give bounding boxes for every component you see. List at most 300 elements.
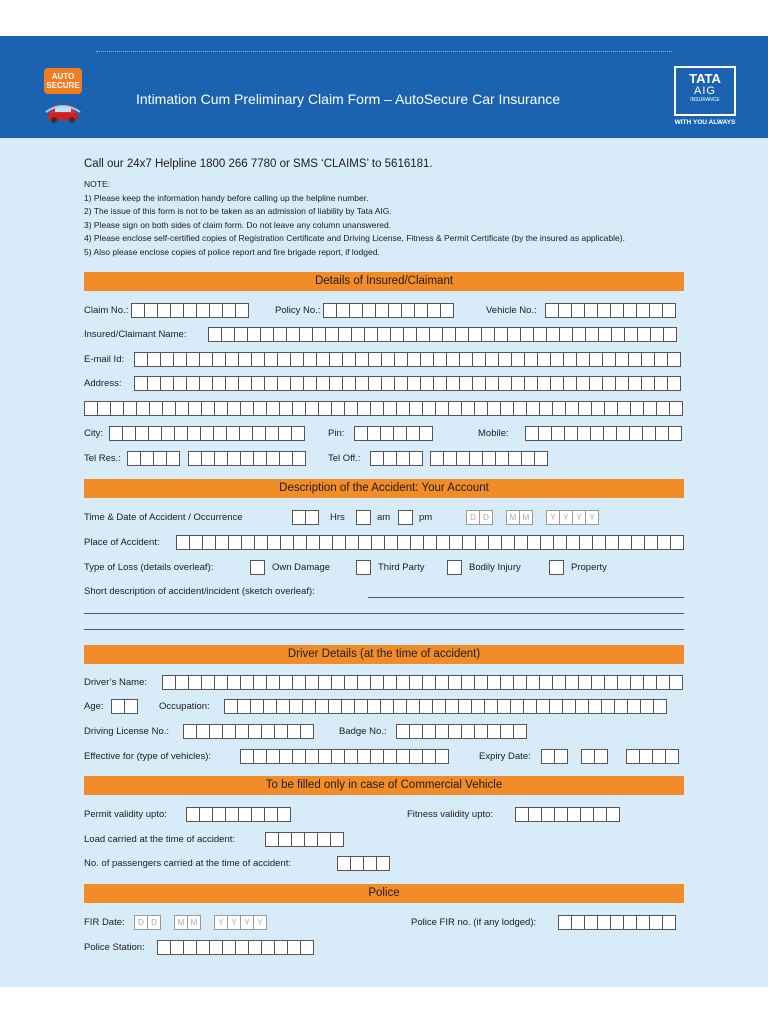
char-box[interactable] bbox=[403, 327, 417, 342]
char-box[interactable] bbox=[591, 401, 605, 416]
char-box[interactable] bbox=[566, 535, 580, 550]
char-box[interactable] bbox=[500, 675, 514, 690]
pin-field[interactable] bbox=[354, 426, 432, 441]
char-box[interactable] bbox=[122, 426, 136, 441]
char-box[interactable] bbox=[656, 401, 670, 416]
char-box[interactable] bbox=[637, 327, 651, 342]
char-box[interactable] bbox=[253, 675, 267, 690]
address-field-line2[interactable] bbox=[84, 401, 682, 416]
char-box[interactable] bbox=[370, 675, 384, 690]
char-box[interactable] bbox=[459, 352, 473, 367]
char-box[interactable] bbox=[323, 303, 337, 318]
char-box[interactable] bbox=[316, 376, 330, 391]
char-box[interactable]: Y bbox=[214, 915, 228, 930]
char-box[interactable] bbox=[202, 535, 216, 550]
char-box[interactable] bbox=[639, 749, 653, 764]
char-box[interactable] bbox=[213, 426, 227, 441]
char-box[interactable] bbox=[394, 352, 408, 367]
char-box[interactable] bbox=[221, 327, 235, 342]
char-box[interactable] bbox=[341, 699, 355, 714]
char-box[interactable] bbox=[455, 327, 469, 342]
char-box[interactable] bbox=[513, 675, 527, 690]
char-box[interactable] bbox=[291, 832, 305, 847]
char-box[interactable] bbox=[540, 535, 554, 550]
char-box[interactable] bbox=[500, 724, 514, 739]
char-box[interactable] bbox=[342, 376, 356, 391]
char-box[interactable] bbox=[458, 699, 472, 714]
char-box[interactable] bbox=[606, 807, 620, 822]
char-box[interactable] bbox=[383, 675, 397, 690]
char-box[interactable] bbox=[589, 352, 603, 367]
char-box[interactable] bbox=[484, 699, 498, 714]
char-box[interactable] bbox=[161, 426, 175, 441]
char-box[interactable] bbox=[199, 807, 213, 822]
accident-year-field[interactable] bbox=[546, 510, 598, 525]
char-box[interactable] bbox=[422, 675, 436, 690]
char-box[interactable] bbox=[409, 401, 423, 416]
char-box[interactable] bbox=[668, 426, 682, 441]
char-box[interactable] bbox=[338, 327, 352, 342]
char-box[interactable] bbox=[630, 675, 644, 690]
char-box[interactable] bbox=[261, 940, 275, 955]
char-box[interactable] bbox=[563, 376, 577, 391]
char-box[interactable] bbox=[541, 749, 555, 764]
short-desc-line-3[interactable] bbox=[84, 629, 684, 630]
char-box[interactable] bbox=[277, 352, 291, 367]
char-box[interactable] bbox=[292, 675, 306, 690]
char-box[interactable] bbox=[209, 940, 223, 955]
char-box[interactable] bbox=[329, 352, 343, 367]
char-box[interactable] bbox=[643, 401, 657, 416]
char-box[interactable] bbox=[432, 699, 446, 714]
bodily-injury-checkbox[interactable] bbox=[447, 560, 462, 575]
char-box[interactable] bbox=[331, 675, 345, 690]
char-box[interactable] bbox=[261, 724, 275, 739]
char-box[interactable] bbox=[528, 807, 542, 822]
char-box[interactable] bbox=[461, 724, 475, 739]
char-box[interactable] bbox=[665, 749, 679, 764]
place-field[interactable] bbox=[176, 535, 683, 550]
char-box[interactable] bbox=[563, 352, 577, 367]
char-box[interactable] bbox=[571, 915, 585, 930]
char-box[interactable] bbox=[393, 699, 407, 714]
char-box[interactable]: Y bbox=[253, 915, 267, 930]
char-box[interactable] bbox=[429, 327, 443, 342]
char-box[interactable] bbox=[628, 352, 642, 367]
tel-res-std-field[interactable] bbox=[127, 451, 179, 466]
char-box[interactable] bbox=[497, 699, 511, 714]
char-box[interactable] bbox=[433, 376, 447, 391]
vehicle-no-field[interactable] bbox=[545, 303, 675, 318]
char-box[interactable]: M bbox=[174, 915, 188, 930]
char-box[interactable] bbox=[318, 749, 332, 764]
char-box[interactable] bbox=[396, 724, 410, 739]
char-box[interactable] bbox=[558, 303, 572, 318]
char-box[interactable] bbox=[406, 426, 420, 441]
char-box[interactable] bbox=[367, 699, 381, 714]
char-box[interactable] bbox=[553, 535, 567, 550]
char-box[interactable] bbox=[363, 856, 377, 871]
char-box[interactable] bbox=[537, 352, 551, 367]
char-box[interactable] bbox=[526, 675, 540, 690]
char-box[interactable] bbox=[446, 352, 460, 367]
char-box[interactable] bbox=[436, 535, 450, 550]
char-box[interactable] bbox=[135, 426, 149, 441]
char-box[interactable] bbox=[662, 303, 676, 318]
char-box[interactable] bbox=[199, 376, 213, 391]
char-box[interactable] bbox=[225, 807, 239, 822]
char-box[interactable] bbox=[576, 352, 590, 367]
char-box[interactable] bbox=[124, 699, 138, 714]
char-box[interactable] bbox=[524, 352, 538, 367]
char-box[interactable] bbox=[487, 401, 501, 416]
char-box[interactable] bbox=[315, 699, 329, 714]
char-box[interactable] bbox=[594, 749, 608, 764]
am-checkbox[interactable] bbox=[356, 510, 371, 525]
char-box[interactable] bbox=[201, 675, 215, 690]
char-box[interactable] bbox=[396, 749, 410, 764]
char-box[interactable] bbox=[381, 376, 395, 391]
char-box[interactable] bbox=[498, 352, 512, 367]
char-box[interactable] bbox=[419, 699, 433, 714]
char-box[interactable] bbox=[277, 807, 291, 822]
char-box[interactable] bbox=[396, 675, 410, 690]
char-box[interactable] bbox=[209, 303, 223, 318]
char-box[interactable] bbox=[585, 327, 599, 342]
char-box[interactable] bbox=[383, 401, 397, 416]
char-box[interactable] bbox=[667, 352, 681, 367]
char-box[interactable] bbox=[358, 535, 372, 550]
char-box[interactable] bbox=[614, 699, 628, 714]
char-box[interactable] bbox=[290, 376, 304, 391]
char-box[interactable] bbox=[383, 451, 397, 466]
char-box[interactable] bbox=[380, 426, 394, 441]
char-box[interactable] bbox=[394, 376, 408, 391]
char-box[interactable] bbox=[494, 327, 508, 342]
char-box[interactable] bbox=[349, 303, 363, 318]
char-box[interactable] bbox=[416, 327, 430, 342]
char-box[interactable] bbox=[524, 376, 538, 391]
char-box[interactable] bbox=[345, 535, 359, 550]
char-box[interactable] bbox=[611, 327, 625, 342]
char-box[interactable] bbox=[551, 426, 565, 441]
tel-res-number-field[interactable] bbox=[188, 451, 305, 466]
char-box[interactable] bbox=[422, 401, 436, 416]
char-box[interactable] bbox=[222, 940, 236, 955]
char-box[interactable] bbox=[663, 327, 677, 342]
char-box[interactable] bbox=[423, 535, 437, 550]
char-box[interactable] bbox=[173, 376, 187, 391]
char-box[interactable] bbox=[649, 915, 663, 930]
char-box[interactable] bbox=[196, 940, 210, 955]
char-box[interactable] bbox=[279, 749, 293, 764]
char-box[interactable] bbox=[537, 376, 551, 391]
char-box[interactable] bbox=[598, 327, 612, 342]
char-box[interactable] bbox=[173, 352, 187, 367]
char-box[interactable] bbox=[214, 451, 228, 466]
char-box[interactable] bbox=[565, 401, 579, 416]
char-box[interactable] bbox=[446, 376, 460, 391]
char-box[interactable] bbox=[291, 426, 305, 441]
char-box[interactable] bbox=[248, 724, 262, 739]
char-box[interactable] bbox=[235, 724, 249, 739]
fir-day-field[interactable] bbox=[134, 915, 160, 930]
char-box[interactable]: D bbox=[479, 510, 493, 525]
char-box[interactable] bbox=[367, 426, 381, 441]
char-box[interactable] bbox=[277, 376, 291, 391]
char-box[interactable] bbox=[170, 940, 184, 955]
char-box[interactable] bbox=[227, 401, 241, 416]
char-box[interactable] bbox=[579, 535, 593, 550]
char-box[interactable] bbox=[539, 675, 553, 690]
char-box[interactable] bbox=[474, 675, 488, 690]
char-box[interactable] bbox=[157, 940, 171, 955]
char-box[interactable] bbox=[212, 376, 226, 391]
passengers-field[interactable] bbox=[337, 856, 389, 871]
char-box[interactable] bbox=[571, 303, 585, 318]
char-box[interactable] bbox=[238, 352, 252, 367]
char-box[interactable] bbox=[471, 699, 485, 714]
char-box[interactable] bbox=[590, 426, 604, 441]
short-desc-line-1[interactable] bbox=[368, 597, 684, 598]
char-box[interactable] bbox=[652, 749, 666, 764]
char-box[interactable] bbox=[370, 749, 384, 764]
char-box[interactable] bbox=[615, 376, 629, 391]
char-box[interactable] bbox=[186, 352, 200, 367]
char-box[interactable] bbox=[627, 699, 641, 714]
char-box[interactable] bbox=[222, 724, 236, 739]
char-box[interactable] bbox=[196, 724, 210, 739]
char-box[interactable] bbox=[602, 376, 616, 391]
char-box[interactable] bbox=[162, 401, 176, 416]
char-box[interactable] bbox=[239, 426, 253, 441]
char-box[interactable] bbox=[461, 675, 475, 690]
char-box[interactable] bbox=[317, 832, 331, 847]
char-box[interactable] bbox=[344, 675, 358, 690]
accident-month-field[interactable] bbox=[506, 510, 532, 525]
char-box[interactable]: Y bbox=[559, 510, 573, 525]
char-box[interactable] bbox=[212, 352, 226, 367]
char-box[interactable] bbox=[649, 303, 663, 318]
occupation-field[interactable] bbox=[224, 699, 666, 714]
mobile-field[interactable] bbox=[525, 426, 681, 441]
char-box[interactable] bbox=[357, 749, 371, 764]
char-box[interactable] bbox=[420, 352, 434, 367]
char-box[interactable] bbox=[176, 535, 190, 550]
char-box[interactable] bbox=[331, 401, 345, 416]
char-box[interactable] bbox=[174, 426, 188, 441]
char-box[interactable] bbox=[572, 327, 586, 342]
char-box[interactable] bbox=[440, 303, 454, 318]
char-box[interactable] bbox=[534, 451, 548, 466]
char-box[interactable] bbox=[626, 749, 640, 764]
char-box[interactable] bbox=[554, 749, 568, 764]
char-box[interactable]: Y bbox=[572, 510, 586, 525]
char-box[interactable] bbox=[364, 327, 378, 342]
char-box[interactable] bbox=[253, 401, 267, 416]
char-box[interactable] bbox=[628, 376, 642, 391]
char-box[interactable] bbox=[342, 352, 356, 367]
char-box[interactable] bbox=[354, 699, 368, 714]
char-box[interactable] bbox=[623, 915, 637, 930]
char-box[interactable] bbox=[227, 451, 241, 466]
char-box[interactable] bbox=[588, 699, 602, 714]
char-box[interactable] bbox=[123, 401, 137, 416]
char-box[interactable] bbox=[515, 807, 529, 822]
char-box[interactable] bbox=[183, 303, 197, 318]
char-box[interactable] bbox=[472, 376, 486, 391]
station-field[interactable] bbox=[157, 940, 313, 955]
char-box[interactable] bbox=[84, 401, 98, 416]
char-box[interactable] bbox=[293, 535, 307, 550]
char-box[interactable] bbox=[224, 699, 238, 714]
char-box[interactable] bbox=[319, 535, 333, 550]
char-box[interactable]: D bbox=[134, 915, 148, 930]
char-box[interactable] bbox=[581, 749, 595, 764]
char-box[interactable] bbox=[209, 724, 223, 739]
char-box[interactable]: M bbox=[506, 510, 520, 525]
char-box[interactable] bbox=[655, 426, 669, 441]
char-box[interactable] bbox=[200, 426, 214, 441]
char-box[interactable] bbox=[604, 675, 618, 690]
char-box[interactable] bbox=[578, 675, 592, 690]
char-box[interactable] bbox=[558, 915, 572, 930]
char-box[interactable] bbox=[263, 699, 277, 714]
char-box[interactable] bbox=[576, 376, 590, 391]
char-box[interactable] bbox=[208, 327, 222, 342]
char-box[interactable] bbox=[225, 376, 239, 391]
char-box[interactable] bbox=[550, 376, 564, 391]
char-box[interactable] bbox=[617, 675, 631, 690]
email-field[interactable] bbox=[134, 352, 680, 367]
char-box[interactable]: Y bbox=[240, 915, 254, 930]
char-box[interactable] bbox=[525, 426, 539, 441]
tel-off-number-field[interactable] bbox=[430, 451, 547, 466]
char-box[interactable] bbox=[157, 303, 171, 318]
char-box[interactable] bbox=[147, 352, 161, 367]
char-box[interactable] bbox=[670, 535, 684, 550]
char-box[interactable] bbox=[545, 303, 559, 318]
char-box[interactable] bbox=[643, 675, 657, 690]
char-box[interactable] bbox=[305, 510, 319, 525]
char-box[interactable] bbox=[615, 352, 629, 367]
char-box[interactable] bbox=[292, 401, 306, 416]
char-box[interactable] bbox=[475, 535, 489, 550]
char-box[interactable] bbox=[468, 327, 482, 342]
char-box[interactable] bbox=[376, 856, 390, 871]
char-box[interactable] bbox=[410, 535, 424, 550]
char-box[interactable] bbox=[474, 401, 488, 416]
license-no-field[interactable] bbox=[183, 724, 313, 739]
char-box[interactable] bbox=[656, 675, 670, 690]
char-box[interactable] bbox=[250, 699, 264, 714]
char-box[interactable] bbox=[546, 327, 560, 342]
char-box[interactable] bbox=[443, 451, 457, 466]
char-box[interactable] bbox=[409, 451, 423, 466]
permit-field[interactable] bbox=[186, 807, 290, 822]
char-box[interactable] bbox=[420, 376, 434, 391]
char-box[interactable] bbox=[109, 426, 123, 441]
char-box[interactable] bbox=[214, 675, 228, 690]
char-box[interactable] bbox=[134, 376, 148, 391]
pm-checkbox[interactable] bbox=[398, 510, 413, 525]
expiry-month-field[interactable] bbox=[581, 749, 607, 764]
char-box[interactable] bbox=[495, 451, 509, 466]
char-box[interactable] bbox=[487, 724, 501, 739]
char-box[interactable] bbox=[264, 376, 278, 391]
char-box[interactable] bbox=[498, 376, 512, 391]
char-box[interactable] bbox=[396, 451, 410, 466]
char-box[interactable] bbox=[449, 535, 463, 550]
policy-no-field[interactable] bbox=[323, 303, 453, 318]
char-box[interactable] bbox=[240, 451, 254, 466]
char-box[interactable] bbox=[238, 807, 252, 822]
char-box[interactable] bbox=[238, 376, 252, 391]
char-box[interactable] bbox=[605, 535, 619, 550]
char-box[interactable] bbox=[539, 401, 553, 416]
char-box[interactable] bbox=[305, 401, 319, 416]
char-box[interactable] bbox=[318, 675, 332, 690]
char-box[interactable] bbox=[175, 401, 189, 416]
char-box[interactable] bbox=[538, 426, 552, 441]
char-box[interactable] bbox=[435, 675, 449, 690]
char-box[interactable] bbox=[521, 451, 535, 466]
char-box[interactable] bbox=[482, 451, 496, 466]
char-box[interactable] bbox=[247, 327, 261, 342]
char-box[interactable] bbox=[552, 675, 566, 690]
char-box[interactable] bbox=[235, 940, 249, 955]
char-box[interactable] bbox=[316, 352, 330, 367]
char-box[interactable] bbox=[354, 426, 368, 441]
char-box[interactable] bbox=[336, 303, 350, 318]
load-field[interactable] bbox=[265, 832, 343, 847]
char-box[interactable] bbox=[280, 535, 294, 550]
char-box[interactable]: Y bbox=[227, 915, 241, 930]
char-box[interactable] bbox=[332, 535, 346, 550]
char-box[interactable] bbox=[234, 327, 248, 342]
char-box[interactable] bbox=[344, 401, 358, 416]
char-box[interactable] bbox=[654, 376, 668, 391]
char-box[interactable] bbox=[183, 724, 197, 739]
char-box[interactable] bbox=[422, 749, 436, 764]
char-box[interactable] bbox=[636, 303, 650, 318]
char-box[interactable] bbox=[279, 401, 293, 416]
char-box[interactable] bbox=[384, 535, 398, 550]
char-box[interactable] bbox=[222, 303, 236, 318]
char-box[interactable]: Y bbox=[546, 510, 560, 525]
char-box[interactable] bbox=[396, 401, 410, 416]
char-box[interactable] bbox=[228, 535, 242, 550]
char-box[interactable] bbox=[500, 401, 514, 416]
char-box[interactable] bbox=[667, 376, 681, 391]
claim-no-field[interactable] bbox=[131, 303, 248, 318]
char-box[interactable] bbox=[183, 940, 197, 955]
char-box[interactable] bbox=[514, 535, 528, 550]
char-box[interactable] bbox=[578, 401, 592, 416]
char-box[interactable] bbox=[388, 303, 402, 318]
char-box[interactable] bbox=[160, 376, 174, 391]
char-box[interactable] bbox=[513, 401, 527, 416]
char-box[interactable] bbox=[533, 327, 547, 342]
char-box[interactable] bbox=[265, 832, 279, 847]
char-box[interactable] bbox=[422, 724, 436, 739]
char-box[interactable] bbox=[264, 807, 278, 822]
char-box[interactable] bbox=[593, 807, 607, 822]
char-box[interactable] bbox=[435, 724, 449, 739]
char-box[interactable] bbox=[597, 915, 611, 930]
char-box[interactable] bbox=[472, 352, 486, 367]
char-box[interactable] bbox=[325, 327, 339, 342]
